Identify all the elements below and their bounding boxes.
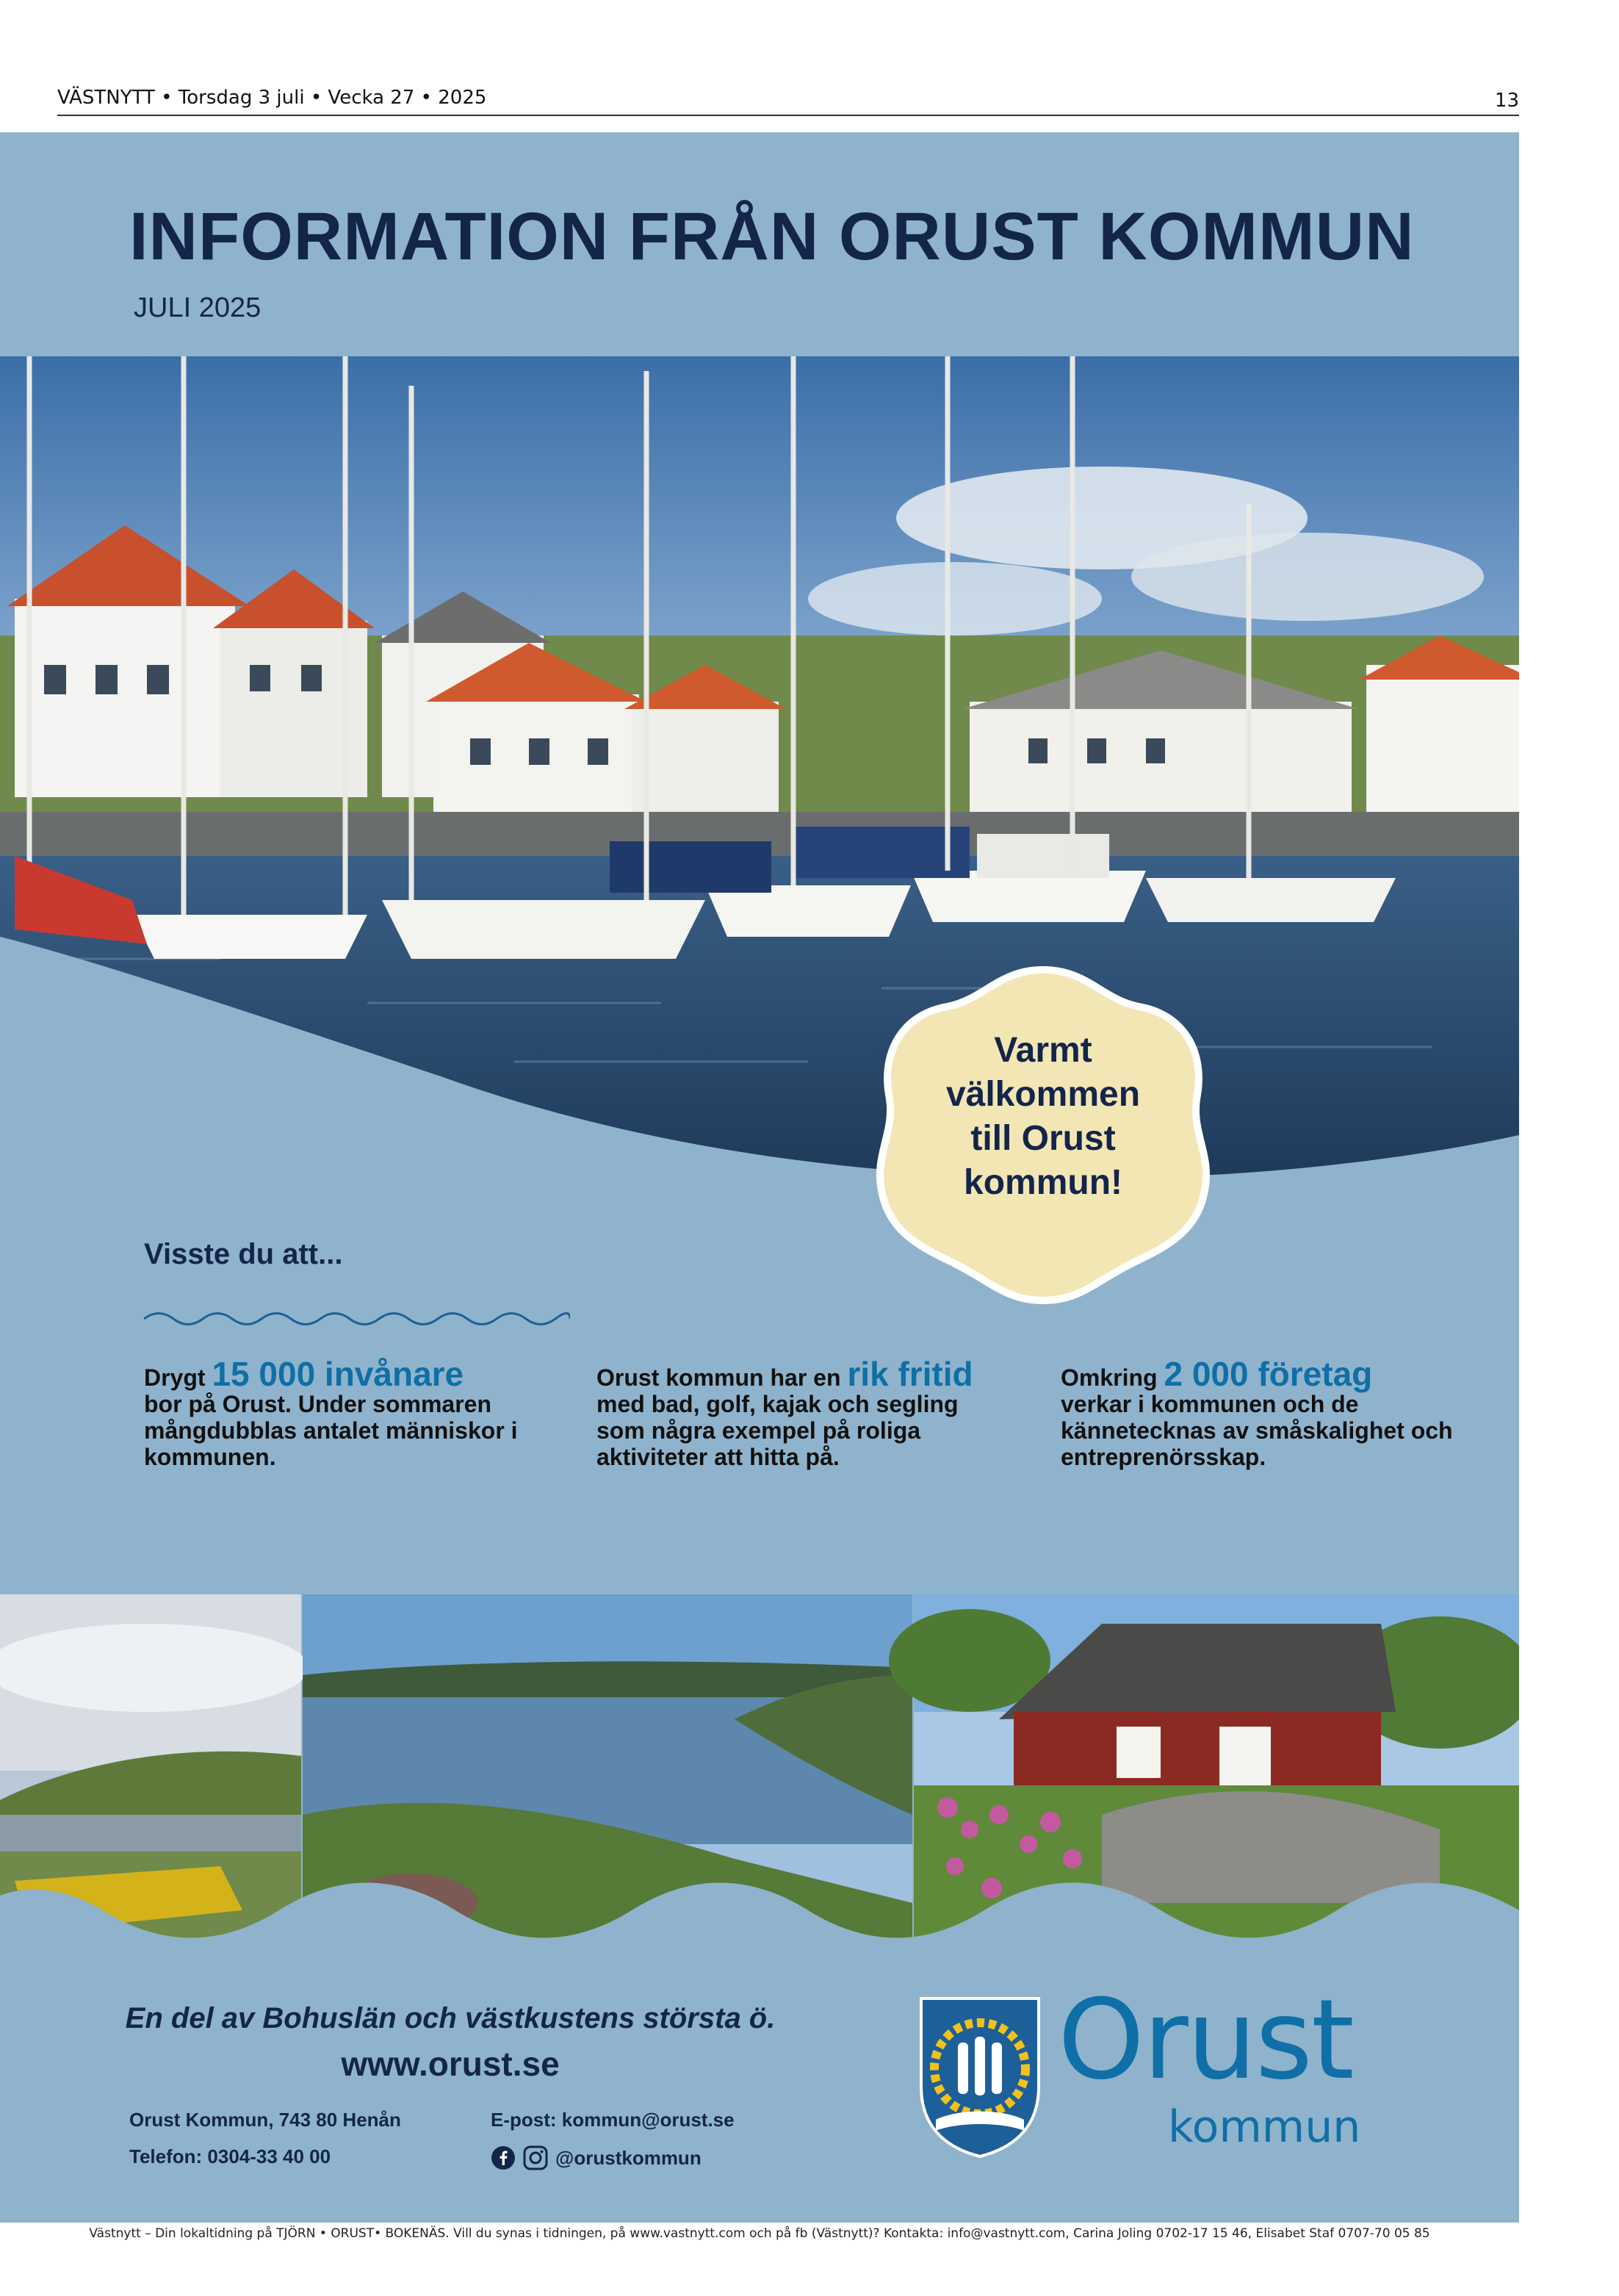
instagram-icon[interactable]: [523, 2145, 548, 2170]
photo-fjord: [303, 1594, 912, 1962]
facts-heading: Visste du att...: [144, 1238, 343, 1270]
badge-line-1: Varmt: [994, 1031, 1092, 1070]
masthead: [57, 87, 1519, 116]
fact-1-prefix: Drygt: [144, 1364, 212, 1391]
photo-marina: [0, 1594, 309, 1962]
facebook-icon[interactable]: [491, 2145, 516, 2170]
email[interactable]: E-post: kommun@orust.se: [491, 2109, 735, 2131]
welcome-badge-text: [867, 1029, 1219, 1205]
fact-2-prefix: Orust kommun har en: [596, 1364, 848, 1391]
phone: Telefon: 0304-33 40 00: [129, 2145, 331, 2167]
logo-wordmark: Orust: [1058, 1976, 1353, 2104]
page-subtitle: JULI 2025: [134, 292, 262, 323]
fact-2-highlight: rik fritid: [847, 1355, 973, 1393]
badge-line-2: välkommen: [945, 1075, 1141, 1114]
coat-of-arms-logo: [914, 1991, 1046, 2160]
logo-subword: kommun: [1168, 2101, 1361, 2153]
fact-1-body: bor på Orust. Under sommaren mångdubblas antalet människor i kommunen.: [144, 1391, 518, 1470]
fact-1-highlight: 15 000 invånare: [212, 1355, 464, 1393]
fact-inhabitants: [144, 1355, 555, 1470]
fact-3-body: verkar i kommunen och de kännetecknas av småskalighet och entreprenörsskap.: [1061, 1391, 1453, 1470]
social-handle[interactable]: @orustkommun: [555, 2146, 702, 2169]
tagline: En del av Bohuslän och västkustens största ö.: [125, 2002, 776, 2034]
social-links: [491, 2145, 702, 2170]
page-title: INFORMATION FRÅN ORUST KOMMUN: [129, 199, 1415, 274]
badge-line-3: till Orust: [970, 1119, 1116, 1158]
bottom-tagline-block: [109, 2002, 792, 2084]
fact-leisure: [596, 1355, 1008, 1470]
wave-divider: [144, 1308, 570, 1330]
footer-note: Västnytt – Din lokaltidning på TJÖRN • ORUST• BOKENÄS. Vill du synas i tidningen, på www.vastnytt.com och på fb (Västnytt)? Kontakta: info@vastnytt.com, Carina Joling 0702-17 15 46, Elisabet Staf 0707-70 05 85: [89, 2226, 1430, 2241]
fact-2-body: med bad, golf, kajak och segling som några exempel på roliga aktiviteter att hitta på.: [596, 1391, 959, 1470]
photo-red-cottage: [889, 1594, 1519, 1962]
masthead-info: VÄSTNYTT • Torsdag 3 juli • Vecka 27 • 2025: [57, 87, 487, 109]
fact-3-highlight: 2 000 företag: [1164, 1355, 1373, 1393]
badge-line-4: kommun!: [964, 1163, 1122, 1202]
page-number: 13: [1494, 90, 1519, 112]
website-link[interactable]: www.orust.se: [341, 2045, 560, 2083]
photo-strip: [0, 1594, 1519, 1962]
address: Orust Kommun, 743 80 Henån: [129, 2109, 401, 2131]
hero-harbor-image: [0, 356, 1519, 1179]
info-panel: [0, 132, 1519, 2223]
fact-companies: [1061, 1355, 1472, 1470]
fact-3-prefix: Omkring: [1061, 1364, 1164, 1391]
